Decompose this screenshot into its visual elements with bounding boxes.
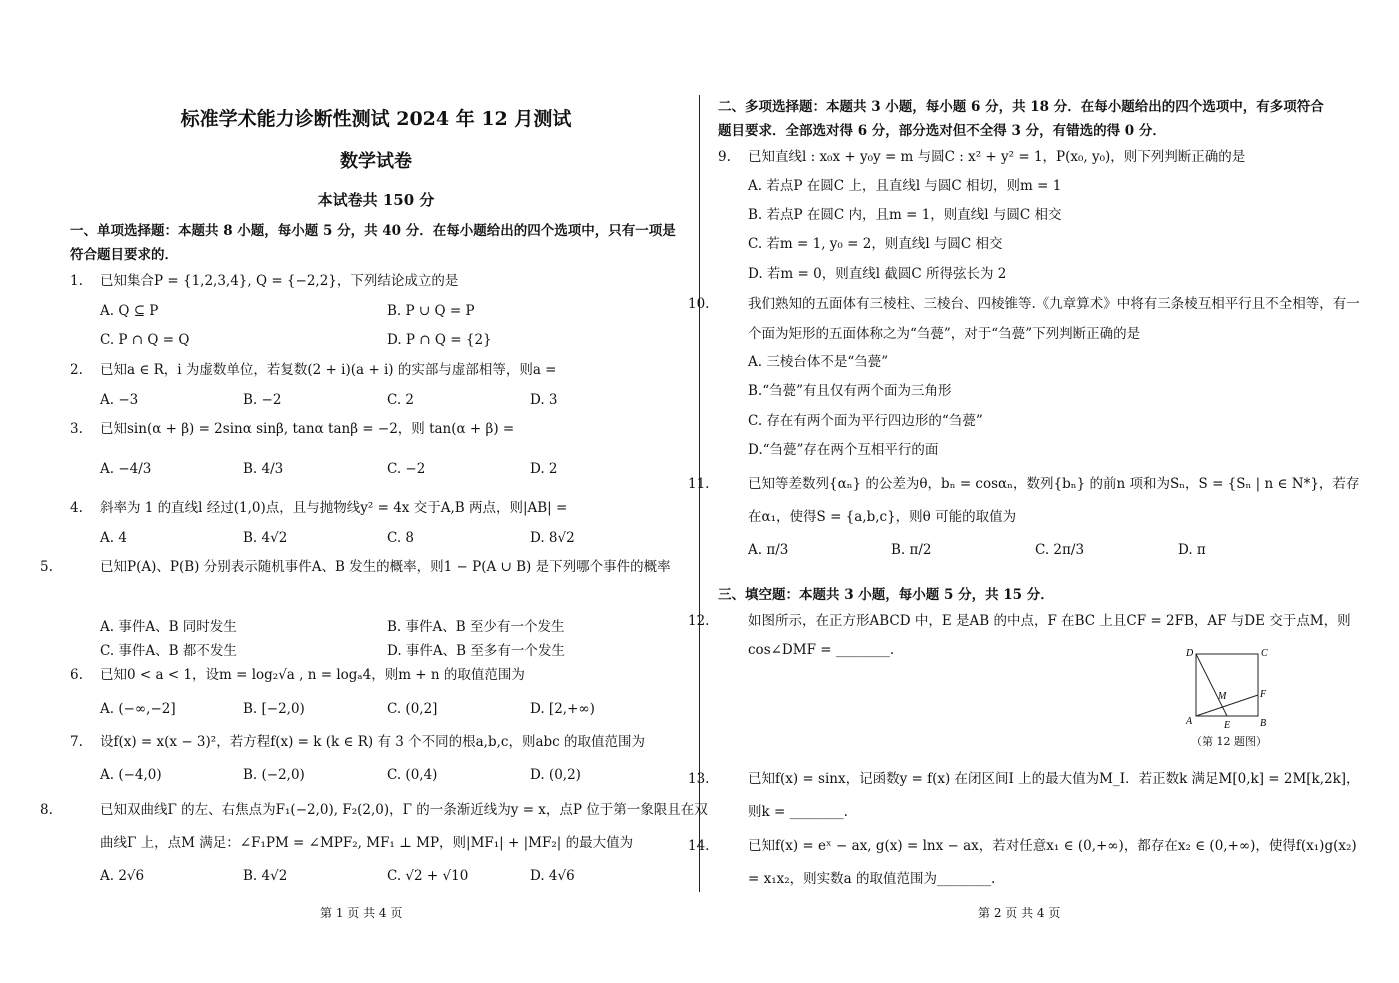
question-number: 7. bbox=[70, 734, 83, 750]
question-number: 5. bbox=[40, 559, 53, 575]
option-b: B. 4√2 bbox=[243, 530, 288, 546]
question-number: 10. bbox=[688, 296, 710, 312]
exam-total-score: 本试卷共 150 分 bbox=[317, 191, 435, 209]
option-a: A. (−4,0) bbox=[100, 767, 162, 783]
option-c: C. −2 bbox=[387, 461, 426, 477]
question-stem: 已知0 < a < 1，设m = log₂√a , n = logₐ4，则m + n 的取值范围为 bbox=[100, 667, 525, 683]
question-stem: 斜率为 1 的直线l 经过(1,0)点，且与抛物线y² = 4x 交于A,B 两点，则|AB| = bbox=[100, 500, 568, 516]
question-number: 14. bbox=[688, 838, 710, 854]
question-number: 11. bbox=[688, 476, 710, 492]
section-2-heading: 二、多项选择题：本题共 3 小题，每小题 6 分，共 18 分．在每小题给出的四个选项中，有多项符合题目要求．全部选对得 6 分，部分选对但不全得 3 分，有错选的得 0 分． bbox=[718, 99, 1324, 139]
question-stem: 已知集合P = {1,2,3,4}, Q = {−2,2}，下列结论成立的是 bbox=[100, 273, 459, 289]
option-c: C. (0,4) bbox=[387, 767, 438, 783]
page-footer: 第 2 页 共 4 页 bbox=[978, 906, 1061, 920]
question-2 bbox=[70, 356, 682, 384]
question-number: 2. bbox=[70, 362, 83, 378]
option-b: B.“刍甍”有且仅有两个面为三角形 bbox=[748, 383, 952, 399]
option-a: A. 事件A、B 同时发生 bbox=[100, 619, 237, 635]
question-stem: 已知P(A)、P(B) 分别表示随机事件A、B 发生的概率，则1 − P(A ∪ B) 是下列哪个事件的概率 bbox=[100, 559, 671, 575]
option-a: A. π/3 bbox=[748, 542, 789, 558]
question-11 bbox=[688, 468, 1360, 534]
section-3-heading: 三、填空题：本题共 3 小题，每小题 5 分，共 15 分． bbox=[718, 587, 1054, 603]
question-10 bbox=[688, 289, 1360, 349]
option-c: C. 2 bbox=[387, 392, 415, 408]
option-d: D.“刍甍”存在两个互相平行的面 bbox=[748, 442, 939, 458]
question-number: 12. bbox=[688, 613, 710, 629]
question-4 bbox=[70, 494, 682, 522]
question-7 bbox=[70, 728, 682, 756]
option-c: C. P ∩ Q = Q bbox=[100, 332, 190, 348]
question-14 bbox=[688, 830, 1360, 896]
option-b: B. (−2,0) bbox=[243, 767, 305, 783]
question-1 bbox=[70, 267, 682, 295]
option-a: A. 三棱台体不是“刍甍” bbox=[748, 354, 889, 370]
segment-af bbox=[1196, 695, 1258, 716]
exam-subject: 数学试卷 bbox=[340, 151, 412, 172]
option-a: A. 2√6 bbox=[100, 868, 145, 884]
question-stem: 已知双曲线Γ 的左、右焦点为F₁(−2,0), F₂(2,0)，Γ 的一条渐近线为y = x，点P 位于第一象限且在双曲线Γ 上，点M 满足：∠F₁PM = ∠MPF₂, MF₁ ⊥ MP，则|MF₁| + |MF₂| 的最大值为 bbox=[100, 802, 708, 851]
option-a: A. 若点P 在圆C 上，且直线l 与圆C 相切，则m = 1 bbox=[748, 178, 1062, 194]
option-a: A. −3 bbox=[100, 392, 139, 408]
question-stem: 已知f(x) = eˣ − ax, g(x) = lnx − ax，若对任意x₁ ∈ (0,+∞)，都存在x₂ ∈ (0,+∞)，使得f(x₁)g(x₂) = x₁x₂，则实数a 的取值范围为________. bbox=[748, 838, 1357, 887]
question-13 bbox=[688, 763, 1360, 829]
question-6 bbox=[70, 661, 682, 689]
question-3 bbox=[70, 415, 682, 443]
option-a: A. Q ⊆ P bbox=[100, 303, 159, 319]
question-stem: 已知a ∈ R，i 为虚数单位，若复数(2 + i)(a + i) 的实部与虚部相等，则a = bbox=[100, 362, 557, 378]
option-c: C. 存在有两个面为平行四边形的“刍甍” bbox=[748, 413, 983, 429]
option-d: D. 事件A、B 至多有一个发生 bbox=[387, 643, 565, 659]
option-b: B. −2 bbox=[243, 392, 282, 408]
question-number: 9. bbox=[718, 149, 731, 165]
label-d: D bbox=[1186, 648, 1194, 659]
option-c: C. 8 bbox=[387, 530, 415, 546]
option-a: A. −4/3 bbox=[100, 461, 152, 477]
option-b: B. 事件A、B 至少有一个发生 bbox=[387, 619, 565, 635]
label-a: A bbox=[1186, 716, 1193, 727]
question-8 bbox=[40, 794, 712, 860]
option-c: C. 2π/3 bbox=[1035, 542, 1085, 558]
label-c: C bbox=[1261, 648, 1268, 659]
question-stem: 如图所示，在正方形ABCD 中，E 是AB 的中点，F 在BC 上且CF = 2FB，AF 与DE 交于点M，则cos∠DMF = ________. bbox=[748, 613, 1351, 658]
question-stem: 我们熟知的五面体有三棱柱、三棱台、四棱锥等.《九章算术》中将有三条棱互相平行且不全相等，有一个面为矩形的五面体称之为“刍甍”，对于“刍甍”下列判断正确的是 bbox=[748, 296, 1360, 342]
label-m: M bbox=[1218, 691, 1227, 702]
question-number: 1. bbox=[70, 273, 83, 289]
option-b: B. π/2 bbox=[891, 542, 932, 558]
question-number: 4. bbox=[70, 500, 83, 516]
option-d: D. 8√2 bbox=[530, 530, 575, 546]
exam-title: 标准学术能力诊断性测试 2024 年 12 月测试 bbox=[180, 108, 572, 130]
section-1-heading: 一、单项选择题：本题共 8 小题，每小题 5 分，共 40 分．在每小题给出的四个选项中，只有一项是符合题目要求的． bbox=[70, 223, 676, 263]
question-stem: 已知直线l : x₀x + y₀y = m 与圆C : x² + y² = 1，P(x₀, y₀)，则下列判断正确的是 bbox=[748, 149, 1246, 165]
question-stem: 已知等差数列{αₙ} 的公差为θ，bₙ = cosαₙ，数列{bₙ} 的前n 项和为Sₙ，S = {Sₙ | n ∈ N*}，若存在α₁，使得S = {a,b,c}，则θ 可能的取值为 bbox=[748, 476, 1360, 525]
option-b: B. 若点P 在圆C 内，且m = 1，则直线l 与圆C 相交 bbox=[748, 207, 1062, 223]
option-d: D. 2 bbox=[530, 461, 558, 477]
option-b: B. P ∪ Q = P bbox=[387, 303, 475, 319]
option-d: D. 4√6 bbox=[530, 868, 575, 884]
question-stem: 已知sin(α + β) = 2sinα sinβ, tanα tanβ = −2，则 tan(α + β) = bbox=[100, 421, 515, 437]
option-d: D. 若m = 0，则直线l 截圆C 所得弦长为 2 bbox=[748, 266, 1007, 282]
option-d: D. P ∩ Q = {2} bbox=[387, 332, 492, 348]
option-d: D. 3 bbox=[530, 392, 558, 408]
square-abcd bbox=[1196, 654, 1258, 716]
option-b: B. 4/3 bbox=[243, 461, 284, 477]
option-b: B. 4√2 bbox=[243, 868, 288, 884]
option-d: D. [2,+∞) bbox=[530, 701, 595, 717]
question-number: 13. bbox=[688, 771, 710, 787]
option-d: D. π bbox=[1178, 542, 1206, 558]
square-figure bbox=[1184, 646, 1268, 731]
option-c: C. (0,2] bbox=[387, 701, 438, 717]
label-e: E bbox=[1224, 720, 1231, 731]
option-a: A. 4 bbox=[100, 530, 127, 546]
option-c: C. √2 + √10 bbox=[387, 868, 469, 884]
option-c: C. 若m = 1, y₀ = 2，则直线l 与圆C 相交 bbox=[748, 236, 1003, 252]
right-page bbox=[688, 0, 1360, 983]
option-b: B. [−2,0) bbox=[243, 701, 305, 717]
label-b: B bbox=[1260, 718, 1267, 729]
question-5 bbox=[40, 553, 712, 581]
question-number: 3. bbox=[70, 421, 83, 437]
label-f: F bbox=[1260, 689, 1267, 700]
page-footer: 第 1 页 共 4 页 bbox=[320, 906, 403, 920]
option-d: D. (0,2) bbox=[530, 767, 581, 783]
question-stem: 已知f(x) = sinx，记函数y = f(x) 在闭区间I 上的最大值为M_I．若正数k 满足M[0,k] = 2M[k,2k]，则k = ________. bbox=[748, 771, 1360, 820]
question-stem: 设f(x) = x(x − 3)²，若方程f(x) = k (k ∈ R) 有 3 个不同的根a,b,c，则abc 的取值范围为 bbox=[100, 734, 645, 750]
question-number: 6. bbox=[70, 667, 83, 683]
option-c: C. 事件A、B 都不发生 bbox=[100, 643, 237, 659]
option-a: A. (−∞,−2] bbox=[100, 701, 176, 717]
question-number: 8. bbox=[40, 802, 53, 818]
figure-caption: （第 12 题图） bbox=[1191, 735, 1267, 748]
question-9 bbox=[718, 143, 1330, 171]
